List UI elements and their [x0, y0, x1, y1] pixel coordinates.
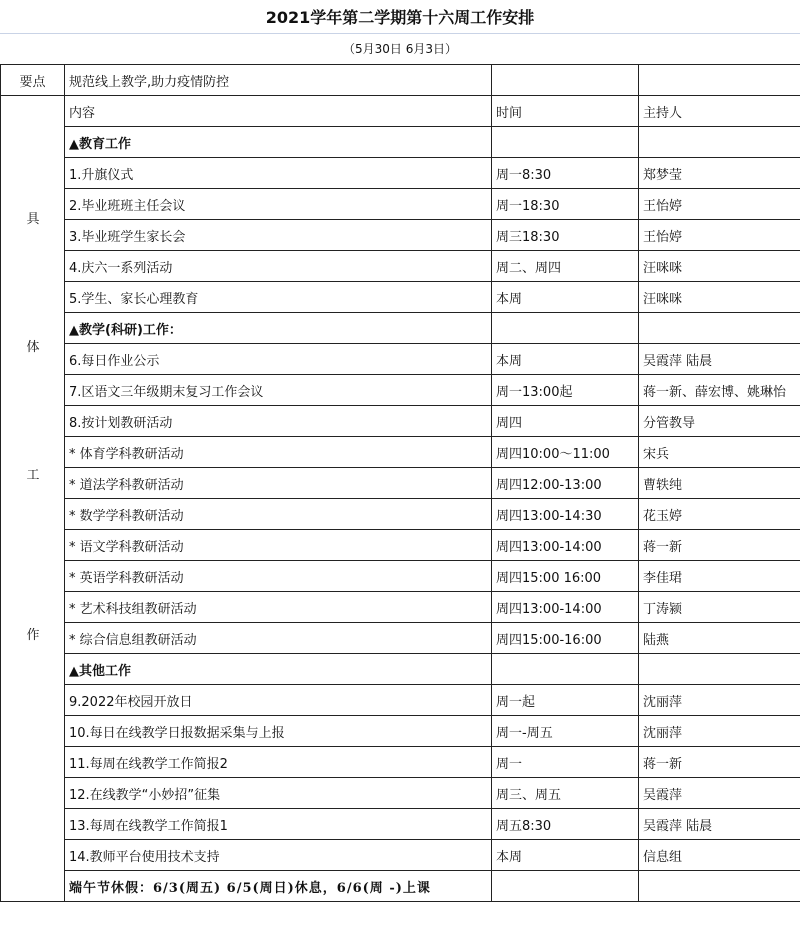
section-other: ▲其他工作: [65, 654, 492, 685]
header-content: 内容: [65, 96, 492, 127]
row-host: 花玉婷: [639, 499, 800, 530]
blank-cell: [639, 871, 800, 902]
row-host: 吴霞萍: [639, 778, 800, 809]
row-content: 6.每日作业公示: [65, 344, 492, 375]
row-content: 11.每周在线教学工作简报2: [65, 747, 492, 778]
row-host: 李佳珺: [639, 561, 800, 592]
blank-cell: [492, 127, 639, 158]
row-content: 10.每日在线教学日报数据采集与上报: [65, 716, 492, 747]
row-time: 周二、周四: [492, 251, 639, 282]
row-time: 周一13:00起: [492, 375, 639, 406]
table-row: [1, 282, 800, 313]
blank-cell: [639, 654, 800, 685]
row-host: 吴霞萍 陆晨: [639, 809, 800, 840]
row-content: 4.庆六一系列活动: [65, 251, 492, 282]
row-content: * 道法学科教研活动: [65, 468, 492, 499]
table-row: [1, 158, 800, 189]
row-time: 周四15:00 16:00: [492, 561, 639, 592]
row-time: 周四10:00～11:00: [492, 437, 639, 468]
row-content: 9.2022年校园开放日: [65, 685, 492, 716]
row-time: 周四13:00-14:00: [492, 592, 639, 623]
section-row: [1, 127, 800, 158]
row-time: 周四12:00-13:00: [492, 468, 639, 499]
row-host: 分管教导: [639, 406, 800, 437]
row-host: 丁涛颍: [639, 592, 800, 623]
side-char: 具: [26, 212, 40, 227]
row-content: 13.每周在线教学工作简报1: [65, 809, 492, 840]
row-host: 陆燕: [639, 623, 800, 654]
row-content: 2.毕业班班主任会议: [65, 189, 492, 220]
side-char: 体: [26, 340, 40, 355]
table-row: [1, 406, 800, 437]
row-content: * 体育学科教研活动: [65, 437, 492, 468]
row-content: * 综合信息组教研活动: [65, 623, 492, 654]
row-time: 本周: [492, 282, 639, 313]
table-row: [1, 189, 800, 220]
table-row: [1, 561, 800, 592]
key-point-blank-host: [639, 65, 800, 96]
blank-cell: [639, 313, 800, 344]
key-point-text: 规范线上教学,助力疫情防控: [65, 65, 492, 96]
row-host: 郑梦莹: [639, 158, 800, 189]
row-time: 周五8:30: [492, 809, 639, 840]
row-time: 周四: [492, 406, 639, 437]
table-row: [1, 437, 800, 468]
row-host: 蒋一新、薛宏博、姚琳怡: [639, 375, 800, 406]
date-range: （5月30日 6月3日）: [0, 33, 800, 65]
row-content: 8.按计划教研活动: [65, 406, 492, 437]
header-row: [1, 96, 800, 127]
row-content: 3.毕业班学生家长会: [65, 220, 492, 251]
section-education: ▲教育工作: [65, 127, 492, 158]
table-row: [1, 530, 800, 561]
table-row: [1, 623, 800, 654]
table-row: [1, 499, 800, 530]
row-host: 蒋一新: [639, 747, 800, 778]
table-row: [1, 716, 800, 747]
row-host: 沈丽萍: [639, 685, 800, 716]
blank-cell: [639, 127, 800, 158]
key-point-blank-time: [492, 65, 639, 96]
row-content: * 英语学科教研活动: [65, 561, 492, 592]
table-row: [1, 809, 800, 840]
blank-cell: [492, 871, 639, 902]
row-time: 周一起: [492, 685, 639, 716]
footer-row: [1, 871, 800, 902]
header-time: 时间: [492, 96, 639, 127]
row-time: 周三18:30: [492, 220, 639, 251]
section-row: [1, 654, 800, 685]
holiday-note: 端午节休假：6/3(周五) 6/5(周日)休息，6/6(周 -)上课: [65, 871, 492, 902]
row-host: 曹轶纯: [639, 468, 800, 499]
table-row: [1, 778, 800, 809]
key-point-row: [1, 65, 800, 96]
row-content: * 艺术科技组教研活动: [65, 592, 492, 623]
row-time: 周一-周五: [492, 716, 639, 747]
table-row: [1, 344, 800, 375]
table-row: [1, 592, 800, 623]
row-time: 周三、周五: [492, 778, 639, 809]
table-row: [1, 220, 800, 251]
row-content: 14.教师平台使用技术支持: [65, 840, 492, 871]
row-host: 汪咪咪: [639, 282, 800, 313]
row-content: * 数学学科教研活动: [65, 499, 492, 530]
side-char: 作: [26, 628, 40, 643]
section-row: [1, 313, 800, 344]
row-time: 周四13:00-14:00: [492, 530, 639, 561]
side-label-cell: [1, 96, 65, 902]
row-content: * 语文学科教研活动: [65, 530, 492, 561]
row-time: 本周: [492, 840, 639, 871]
table-row: [1, 840, 800, 871]
row-time: 周一18:30: [492, 189, 639, 220]
side-char: 工: [26, 468, 40, 483]
blank-cell: [492, 313, 639, 344]
blank-cell: [492, 654, 639, 685]
row-time: 周一: [492, 747, 639, 778]
row-host: 信息组: [639, 840, 800, 871]
row-time: 周四13:00-14:30: [492, 499, 639, 530]
section-teaching: ▲教学(科研)工作：: [65, 313, 492, 344]
table-row: [1, 468, 800, 499]
row-host: 宋兵: [639, 437, 800, 468]
table-row: [1, 375, 800, 406]
table-row: [1, 685, 800, 716]
row-content: 12.在线教学“小妙招”征集: [65, 778, 492, 809]
table-row: [1, 251, 800, 282]
row-host: 王怡婷: [639, 220, 800, 251]
row-time: 周一8:30: [492, 158, 639, 189]
schedule-table: [0, 64, 800, 902]
row-content: 1.升旗仪式: [65, 158, 492, 189]
key-point-label: 要点: [1, 65, 65, 96]
header-host: 主持人: [639, 96, 800, 127]
row-host: 吴霞萍 陆晨: [639, 344, 800, 375]
row-host: 汪咪咪: [639, 251, 800, 282]
row-host: 沈丽萍: [639, 716, 800, 747]
row-time: 本周: [492, 344, 639, 375]
page-title: 2021学年第二学期第十六周工作安排: [0, 0, 800, 34]
table-row: [1, 747, 800, 778]
row-content: 5.学生、家长心理教育: [65, 282, 492, 313]
row-host: 蒋一新: [639, 530, 800, 561]
row-host: 王怡婷: [639, 189, 800, 220]
row-content: 7.区语文三年级期末复习工作会议: [65, 375, 492, 406]
row-time: 周四15:00-16:00: [492, 623, 639, 654]
